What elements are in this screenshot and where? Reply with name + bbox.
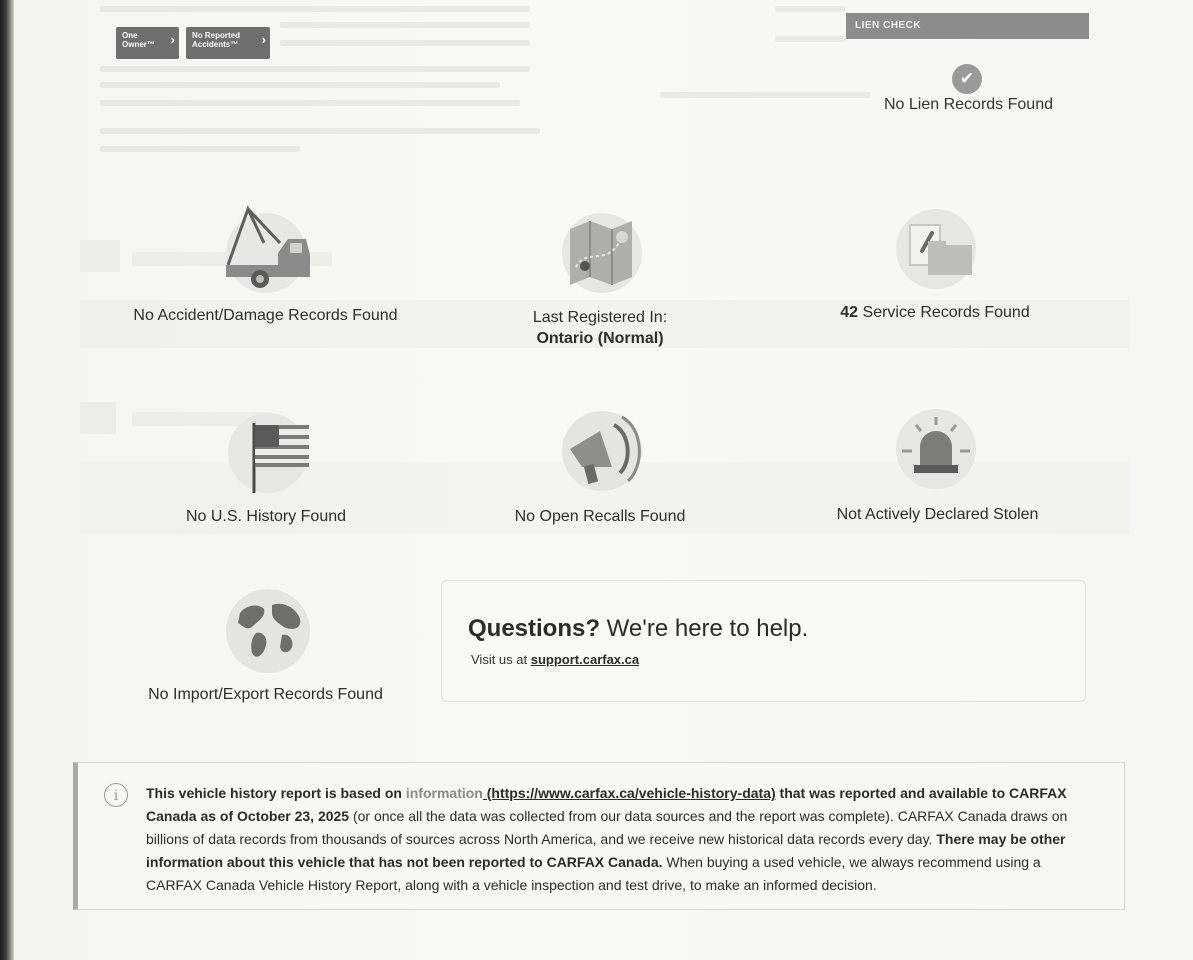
disclaimer-part: There may be other information about this vehicle that has not been reported to CARFAX Canada.	[146, 831, 1066, 870]
last-registered-label: Last Registered In:	[532, 309, 668, 326]
last-registered	[520, 307, 680, 349]
badge-line: Owner™	[122, 40, 155, 49]
bleed-through-line	[100, 82, 500, 88]
us-flag-icon	[222, 405, 314, 500]
chevron-right-icon: ›	[170, 32, 175, 47]
no-reported-accidents-badge	[186, 27, 270, 59]
help-title-rest: We're here to help.	[600, 615, 809, 642]
accident-status: No Accident/Damage Records Found	[133, 307, 398, 324]
alarm-siren-icon	[888, 403, 984, 498]
us-history-status: No U.S. History Found	[185, 508, 347, 525]
report-disclaimer	[73, 762, 1125, 910]
disclaimer-text	[146, 782, 1096, 897]
info-icon: i	[104, 783, 128, 807]
bleed-through-line	[100, 6, 530, 12]
help-subtitle	[471, 652, 639, 667]
lien-status-text: No Lien Records Found	[884, 96, 1053, 113]
page-edge-shadow	[0, 0, 14, 960]
service-record-count: 42	[840, 304, 859, 321]
tow-truck-icon	[218, 203, 314, 298]
disclaimer-part: This vehicle history report is based on	[146, 785, 406, 801]
vehicle-history-data-link[interactable]: (https://www.carfax.ca/vehicle-history-data)	[482, 785, 776, 801]
bleed-through-line	[660, 92, 870, 98]
bleed-through-line	[100, 128, 540, 134]
stolen-status: Not Actively Declared Stolen	[836, 506, 1039, 523]
map-icon	[556, 207, 648, 302]
megaphone-icon	[556, 405, 648, 500]
globe-icon	[222, 585, 314, 682]
bleed-through-line	[280, 22, 530, 28]
badge-line: No Reported	[192, 31, 240, 40]
support-link[interactable]: support.carfax.ca	[530, 652, 640, 667]
bleed-through-icon	[80, 402, 116, 434]
disclaimer-part: When buying a used vehicle, we always recommend using a CARFAX Canada Vehicle History Report, along with a vehicle inspection and test drive, to make an informed decision.	[146, 854, 1041, 893]
help-visit-prefix: Visit us at	[471, 652, 531, 667]
service-record-text: Service Records Found	[858, 304, 1030, 321]
import-export-status: No Import/Export Records Found	[148, 686, 383, 703]
disclaimer-part: that was reported and available to CARFAX Canada as of October 23, 2025	[146, 785, 1067, 824]
badge-line: Accidents™	[192, 40, 239, 49]
information-link[interactable]: information	[405, 785, 483, 801]
recalls-status: No Open Recalls Found	[514, 508, 686, 525]
chevron-right-icon: ›	[261, 32, 266, 47]
help-box	[441, 580, 1086, 702]
bleed-through-line	[775, 36, 845, 42]
bleed-through-line	[100, 146, 300, 152]
bleed-through-icon	[80, 240, 120, 272]
last-registered-value: Ontario (Normal)	[536, 330, 664, 347]
bleed-through-line	[100, 66, 530, 72]
bleed-through-line	[280, 40, 530, 46]
checkmark-icon: ✔	[952, 64, 982, 94]
help-title-bold: Questions?	[468, 615, 601, 642]
service-tools-icon	[888, 203, 984, 296]
lien-check-heading: LIEN CHECK	[846, 13, 1089, 39]
help-title	[468, 615, 808, 643]
badge-line: One	[122, 31, 138, 40]
bleed-through-line	[775, 6, 845, 12]
bleed-through-line	[100, 100, 520, 106]
service-records	[830, 304, 1040, 322]
disclaimer-part: (or once all the data was collected from our data sources and the report was complete). CARFAX Canada draws on billions of data records from thousands of sources across North America, and we receive new historical data records every day.	[146, 808, 1068, 847]
one-owner-badge	[116, 27, 179, 59]
